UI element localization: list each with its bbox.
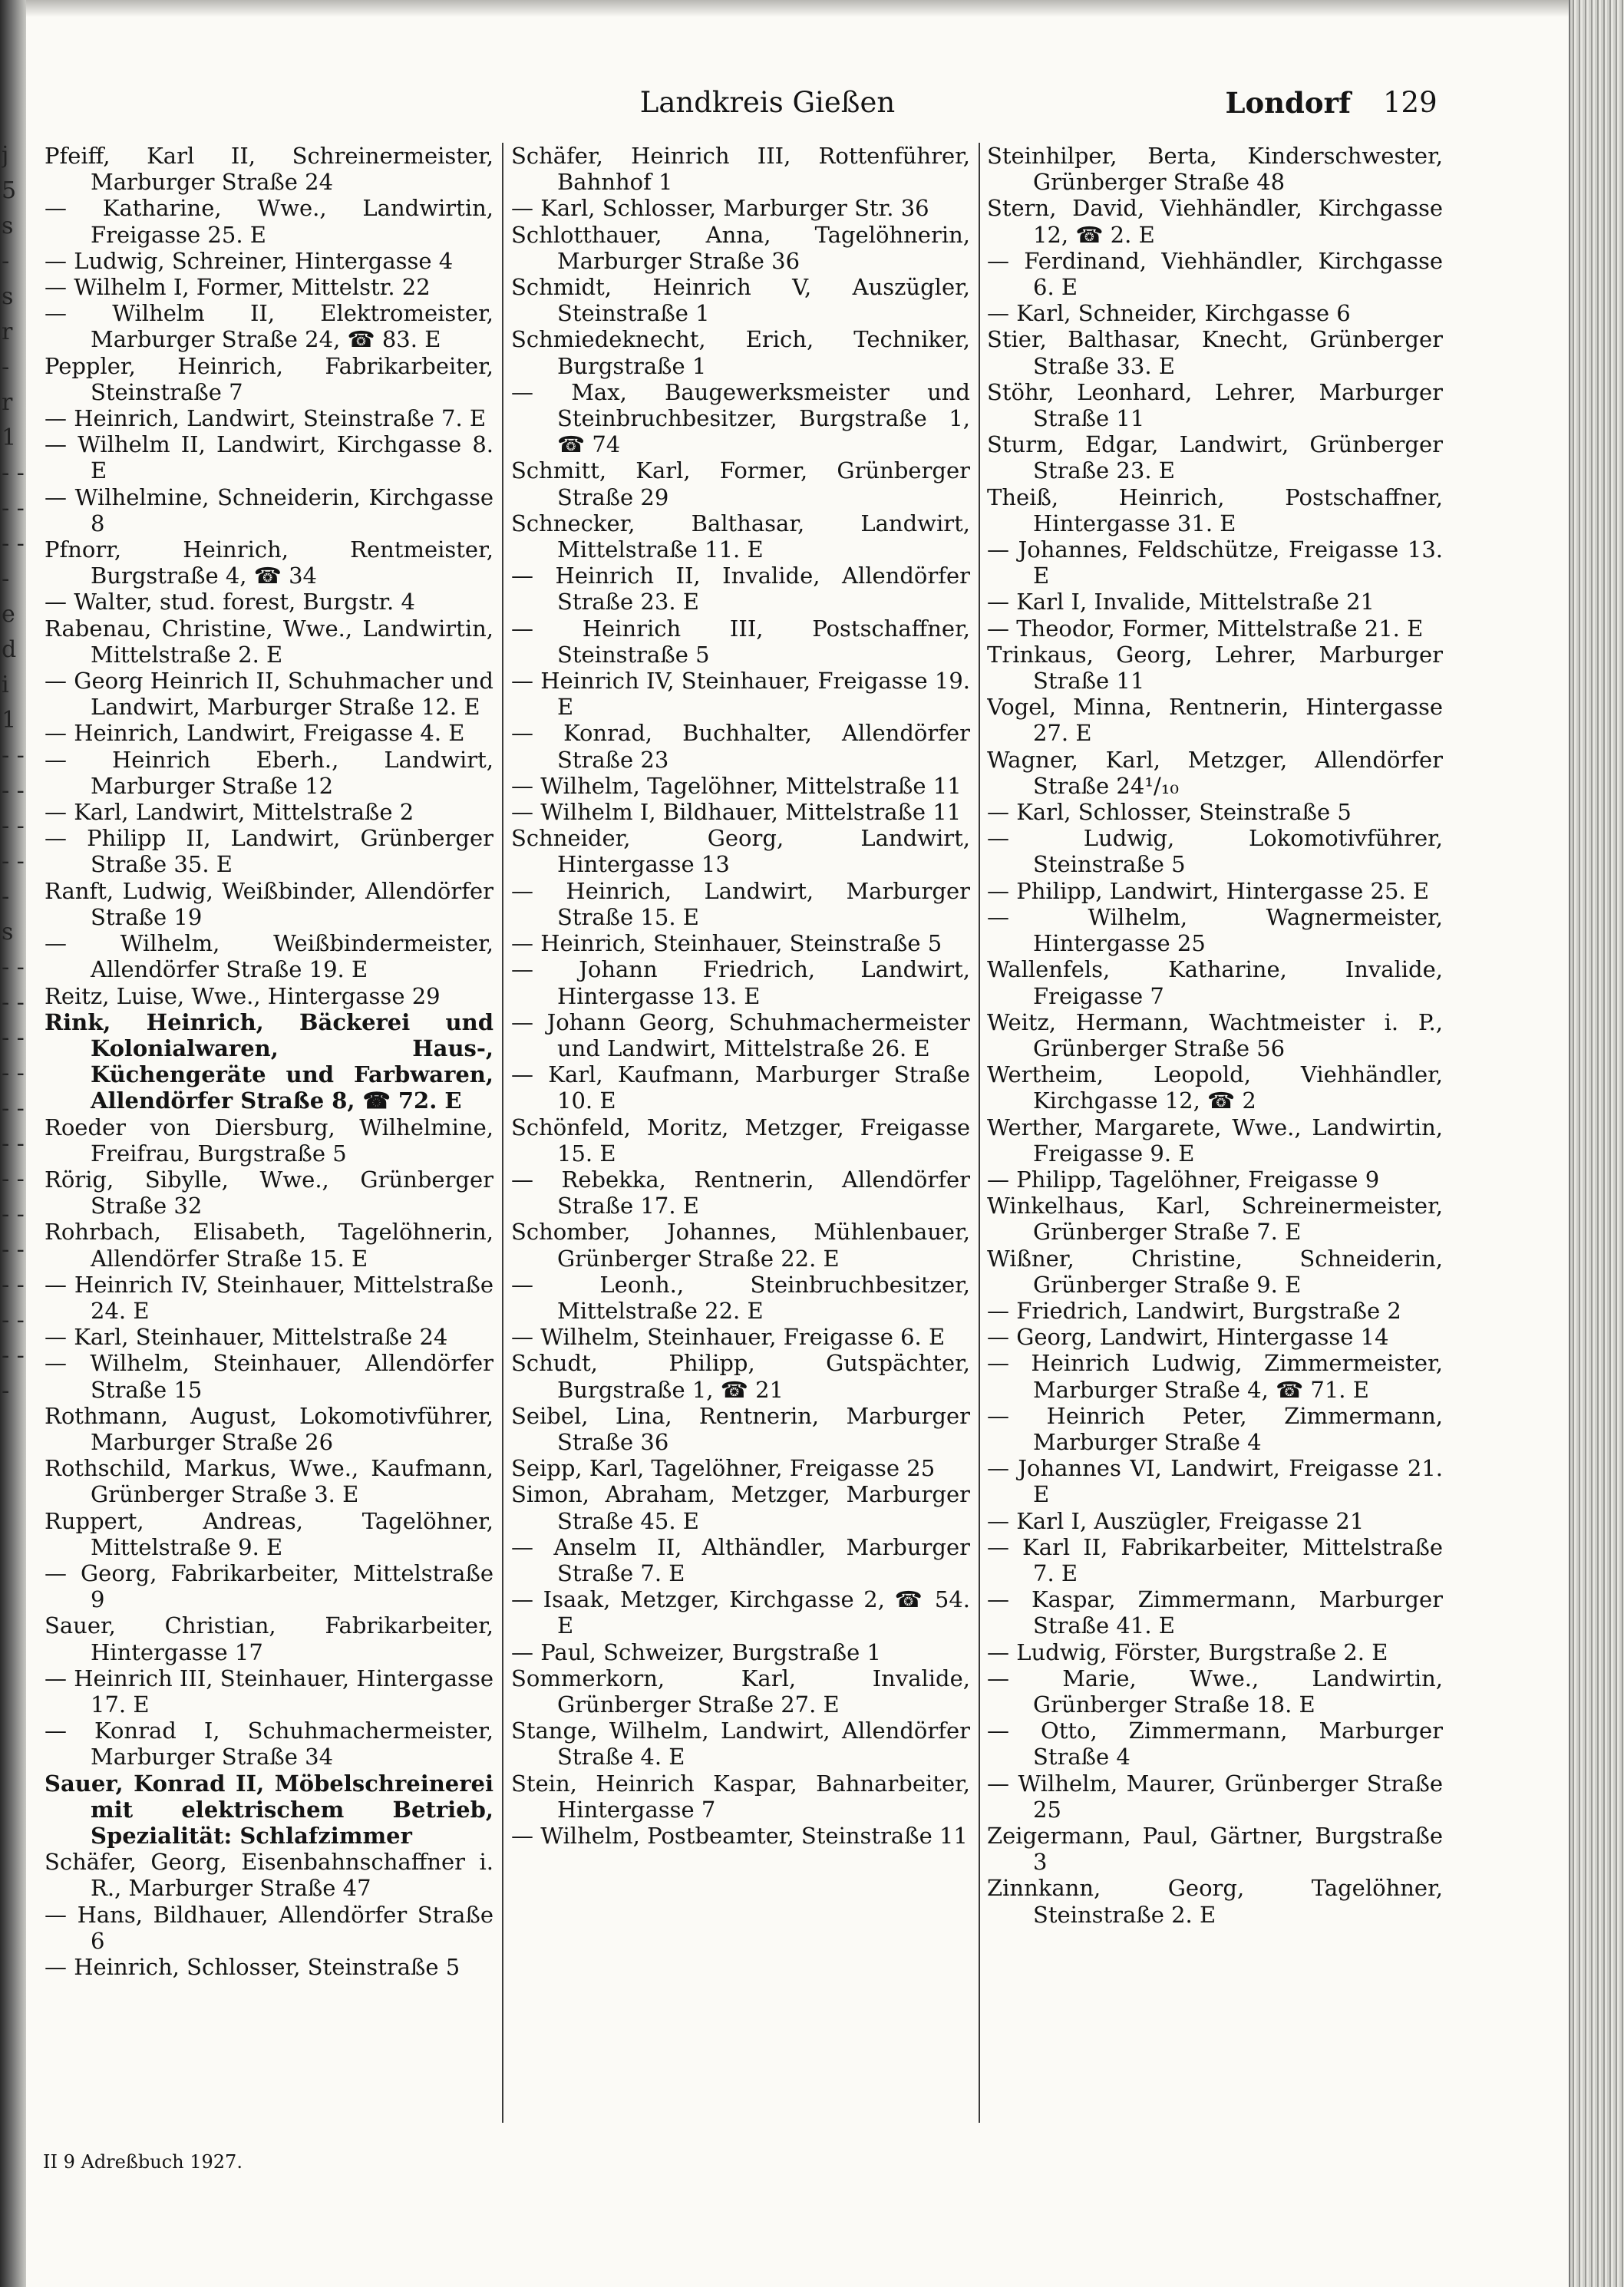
- directory-entry: — Heinrich, Steinhauer, Steinstraße 5: [511, 930, 942, 957]
- directory-entry: — Marie, Wwe., Landwirtin, Grünberger Straße 18. E: [987, 1665, 1443, 1718]
- directory-entry: — Wilhelm I, Former, Mittelstr. 22: [45, 274, 431, 301]
- directory-entry: — Johannes, Feldschütze, Freigasse 13. E: [987, 536, 1443, 589]
- directory-column-3: [987, 143, 1443, 2138]
- directory-entry: — Theodor, Former, Mittelstraße 21. E: [987, 615, 1424, 642]
- directory-entry: — Ferdinand, Viehhändler, Kirchgasse 6. E: [987, 247, 1443, 301]
- directory-entry: Schäfer, Georg, Eisenbahnschaffner i. R., Marburger Straße 47: [45, 1849, 493, 1902]
- directory-entry: Rothschild, Markus, Wwe., Kaufmann, Grünberger Straße 3. E: [45, 1455, 493, 1508]
- directory-entry: Sturm, Edgar, Landwirt, Grünberger Straße 23. E: [987, 431, 1443, 484]
- directory-entry: Roeder von Diersburg, Wilhelmine, Freifrau, Burgstraße 5: [45, 1114, 493, 1167]
- directory-entry: — Heinrich, Landwirt, Steinstraße 7. E: [45, 405, 487, 432]
- directory-entry: Wallenfels, Katharine, Invalide, Freigasse 7: [987, 956, 1443, 1009]
- directory-entry: — Wilhelm II, Landwirt, Kirchgasse 8. E: [45, 431, 493, 484]
- directory-entry: — Otto, Zimmermann, Marburger Straße 4: [987, 1718, 1443, 1771]
- directory-entry: — Heinrich Peter, Zimmermann, Marburger Straße 4: [987, 1402, 1443, 1455]
- directory-entry: Wißner, Christine, Schneiderin, Grünberger Straße 9. E: [987, 1245, 1443, 1298]
- directory-entry: Stöhr, Leonhard, Lehrer, Marburger Straße 11: [987, 378, 1443, 432]
- directory-entry: Seipp, Karl, Tagelöhner, Freigasse 25: [511, 1455, 936, 1482]
- directory-entry: — Wilhelm I, Bildhauer, Mittelstraße 11: [511, 799, 962, 826]
- directory-entry: Ruppert, Andreas, Tagelöhner, Mittelstraße 9. E: [45, 1507, 493, 1560]
- directory-entry: — Karl I, Auszügler, Freigasse 21: [987, 1507, 1365, 1534]
- left-margin-fragments: j 5 s - s r - r 1 - - - - - - - e d i 1 - - - - - - - - - s - - - - - - - - - - - - - - - - - - - - - - - - -: [2, 142, 25, 1404]
- directory-entry: Schomber, Johannes, Mühlenbauer, Grünberger Straße 22. E: [511, 1219, 970, 1272]
- directory-entry: — Heinrich II, Invalide, Allendörfer Straße 23. E: [511, 563, 970, 615]
- directory-entry: Rohrbach, Elisabeth, Tagelöhnerin, Allendörfer Straße 15. E: [45, 1219, 493, 1272]
- directory-entry: Stange, Wilhelm, Landwirt, Allendörfer Straße 4. E: [511, 1718, 970, 1771]
- directory-entry: — Heinrich III, Steinhauer, Hintergasse 17. E: [45, 1665, 493, 1718]
- directory-entry: — Georg, Landwirt, Hintergasse 14: [987, 1324, 1389, 1351]
- directory-entry: — Philipp II, Landwirt, Grünberger Straße 35. E: [45, 825, 493, 878]
- directory-entry: — Karl I, Invalide, Mittelstraße 21: [987, 589, 1375, 615]
- page-top-shadow: [26, 0, 1570, 17]
- directory-entry: Schmitt, Karl, Former, Grünberger Straße 29: [511, 457, 970, 510]
- directory-entry: — Heinrich Ludwig, Zimmermeister, Marburger Straße 4, ☎ 71. E: [987, 1350, 1443, 1403]
- directory-entry: Seibel, Lina, Rentnerin, Marburger Straße 36: [511, 1402, 970, 1455]
- directory-entry: — Heinrich IV, Steinhauer, Freigasse 19. E: [511, 668, 970, 721]
- directory-entry: — Karl, Kaufmann, Marburger Straße 10. E: [511, 1061, 970, 1114]
- directory-entry: — Johann Georg, Schuhmachermeister und Landwirt, Mittelstraße 26. E: [511, 1008, 970, 1061]
- running-header: [0, 86, 1624, 132]
- directory-entry: Schneider, Georg, Landwirt, Hintergasse 13: [511, 825, 970, 878]
- directory-entry: — Wilhelm, Wagnermeister, Hintergasse 25: [987, 903, 1443, 957]
- directory-entry: — Wilhelm, Postbeamter, Steinstraße 11: [511, 1823, 968, 1849]
- directory-entry: Schlotthauer, Anna, Tagelöhnerin, Marburger Straße 36: [511, 221, 970, 274]
- directory-entry: — Walter, stud. forest, Burgstr. 4: [45, 589, 415, 615]
- directory-entry: — Karl, Schlosser, Marburger Str. 36: [511, 195, 929, 222]
- directory-entry: Sauer, Christian, Fabrikarbeiter, Hintergasse 17: [45, 1612, 493, 1665]
- directory-entry: Schmidt, Heinrich V, Auszügler, Steinstraße 1: [511, 274, 970, 327]
- directory-entry: Rörig, Sibylle, Wwe., Grünberger Straße 32: [45, 1166, 493, 1219]
- directory-column-2: [511, 143, 970, 2138]
- directory-entry: — Wilhelm II, Elektromeister, Marburger Straße 24, ☎ 83. E: [45, 300, 493, 353]
- directory-entry: — Wilhelm, Weißbindermeister, Allendörfer Straße 19. E: [45, 930, 493, 983]
- directory-entry: — Konrad I, Schuhmachermeister, Marburger Straße 34: [45, 1718, 493, 1771]
- directory-entry: Schönfeld, Moritz, Metzger, Freigasse 15. E: [511, 1114, 970, 1167]
- directory-entry: Simon, Abraham, Metzger, Marburger Straße 45. E: [511, 1481, 970, 1534]
- directory-entry: — Isaak, Metzger, Kirchgasse 2, ☎ 54. E: [511, 1586, 970, 1639]
- directory-entry: — Konrad, Buchhalter, Allendörfer Straße 23: [511, 720, 970, 773]
- directory-entry: Schäfer, Heinrich III, Rottenführer, Bahnhof 1: [511, 143, 970, 196]
- directory-entry: — Ludwig, Lokomotivführer, Steinstraße 5: [987, 825, 1443, 878]
- directory-entry: Stern, David, Viehhändler, Kirchgasse 12, ☎ 2. E: [987, 195, 1443, 248]
- directory-entry: Rink, Heinrich, Bäckerei und Kolonialwaren, Haus-, Küchengeräte und Farbwaren, Allendörfer Straße 8, ☎ 72. E: [45, 1008, 493, 1114]
- directory-entry: — Heinrich III, Postschaffner, Steinstraße 5: [511, 615, 970, 668]
- directory-entry: — Kaspar, Zimmermann, Marburger Straße 41. E: [987, 1586, 1443, 1639]
- directory-entry: — Leonh., Steinbruchbesitzer, Mittelstraße 22. E: [511, 1271, 970, 1324]
- directory-entry: Wagner, Karl, Metzger, Allendörfer Straße 24¹/₁₀: [987, 746, 1443, 799]
- column-rule-1: [502, 143, 503, 2123]
- directory-entry: — Karl II, Fabrikarbeiter, Mittelstraße 7. E: [987, 1533, 1443, 1586]
- directory-entry: — Karl, Steinhauer, Mittelstraße 24: [45, 1324, 448, 1351]
- column-rule-2: [979, 143, 980, 2123]
- header-title: Landkreis Gießen: [639, 86, 896, 119]
- directory-entry: — Katharine, Wwe., Landwirtin, Freigasse 25. E: [45, 195, 493, 248]
- directory-entry: Zinnkann, Georg, Tagelöhner, Steinstraße 2. E: [987, 1875, 1443, 1928]
- directory-entry: — Johann Friedrich, Landwirt, Hintergasse 13. E: [511, 956, 970, 1009]
- directory-entry: — Karl, Schlosser, Steinstraße 5: [987, 799, 1352, 826]
- directory-entry: — Heinrich, Landwirt, Freigasse 4. E: [45, 720, 465, 747]
- directory-entry: — Wilhelm, Steinhauer, Allendörfer Straße 15: [45, 1350, 493, 1403]
- directory-entry: — Anselm II, Althändler, Marburger Straße 7. E: [511, 1533, 970, 1586]
- directory-entry: — Ludwig, Schreiner, Hintergasse 4: [45, 247, 454, 274]
- directory-entry: — Georg, Fabrikarbeiter, Mittelstraße 9: [45, 1559, 493, 1613]
- directory-entry: Vogel, Minna, Rentnerin, Hintergasse 27. E: [987, 694, 1443, 747]
- directory-entry: Zeigermann, Paul, Gärtner, Burgstraße 3: [987, 1823, 1443, 1876]
- directory-entry: — Hans, Bildhauer, Allendörfer Straße 6: [45, 1901, 493, 1954]
- directory-entry: — Wilhelm, Steinhauer, Freigasse 6. E: [511, 1324, 946, 1351]
- directory-entry: — Wilhelm, Maurer, Grünberger Straße 25: [987, 1770, 1443, 1823]
- directory-entry: — Georg Heinrich II, Schuhmacher und Landwirt, Marburger Straße 12. E: [45, 668, 493, 721]
- directory-entry: — Wilhelmine, Schneiderin, Kirchgasse 8: [45, 483, 493, 536]
- directory-entry: Wertheim, Leopold, Viehhändler, Kirchgasse 12, ☎ 2: [987, 1061, 1443, 1114]
- directory-entry: Sommerkorn, Karl, Invalide, Grünberger Straße 27. E: [511, 1665, 970, 1718]
- directory-entry: Reitz, Luise, Wwe., Hintergasse 29: [45, 982, 441, 1009]
- directory-entry: — Rebekka, Rentnerin, Allendörfer Straße 17. E: [511, 1166, 970, 1219]
- directory-entry: — Wilhelm, Tagelöhner, Mittelstraße 11: [511, 772, 962, 799]
- directory-entry: — Friedrich, Landwirt, Burgstraße 2: [987, 1297, 1401, 1324]
- directory-entry: Stein, Heinrich Kaspar, Bahnarbeiter, Hintergasse 7: [511, 1770, 970, 1823]
- directory-entry: — Karl, Schneider, Kirchgasse 6: [987, 300, 1351, 327]
- directory-column-1: [45, 143, 493, 2138]
- directory-entry: — Heinrich IV, Steinhauer, Mittelstraße 24. E: [45, 1271, 493, 1324]
- directory-entry: Weitz, Hermann, Wachtmeister i. P., Grünberger Straße 56: [987, 1008, 1443, 1061]
- directory-entry: Werther, Margarete, Wwe., Landwirtin, Freigasse 9. E: [987, 1114, 1443, 1167]
- directory-entry: Schudt, Philipp, Gutspächter, Burgstraße 1, ☎ 21: [511, 1350, 970, 1403]
- directory-entry: — Max, Baugewerksmeister und Steinbruchbesitzer, Burgstraße 1, ☎ 74: [511, 378, 970, 458]
- directory-entry: — Heinrich, Landwirt, Marburger Straße 15. E: [511, 877, 970, 930]
- directory-entry: Pfnorr, Heinrich, Rentmeister, Burgstraße 4, ☎ 34: [45, 536, 493, 589]
- directory-entry: — Philipp, Landwirt, Hintergasse 25. E: [987, 877, 1430, 904]
- directory-entry: — Ludwig, Förster, Burgstraße 2. E: [987, 1639, 1388, 1665]
- directory-entry: Schmiedeknecht, Erich, Techniker, Burgstraße 1: [511, 326, 970, 379]
- directory-entry: Winkelhaus, Karl, Schreinermeister, Grünberger Straße 7. E: [987, 1193, 1443, 1246]
- directory-entry: Rabenau, Christine, Wwe., Landwirtin, Mittelstraße 2. E: [45, 615, 493, 668]
- directory-entry: Peppler, Heinrich, Fabrikarbeiter, Steinstraße 7: [45, 352, 493, 405]
- directory-entry: — Heinrich, Schlosser, Steinstraße 5: [45, 1954, 460, 1981]
- directory-entry: Steinhilper, Berta, Kinderschwester, Grünberger Straße 48: [987, 143, 1443, 196]
- page-number: 129: [1383, 86, 1438, 119]
- directory-entry: Trinkaus, Georg, Lehrer, Marburger Straße 11: [987, 641, 1443, 695]
- directory-entry: Pfeiff, Karl II, Schreinermeister, Marburger Straße 24: [45, 143, 493, 196]
- directory-entry: Sauer, Konrad II, Möbelschreinerei mit elektrischem Betrieb, Spezialität: Schlafzimmer: [45, 1770, 493, 1849]
- directory-entry: — Karl, Landwirt, Mittelstraße 2: [45, 799, 414, 826]
- footer-signature: II 9 Adreßbuch 1927.: [43, 2151, 243, 2173]
- directory-entry: — Paul, Schweizer, Burgstraße 1: [511, 1639, 882, 1665]
- directory-entry: — Johannes VI, Landwirt, Freigasse 21. E: [987, 1455, 1443, 1508]
- directory-entry: Rothmann, August, Lokomotivführer, Marburger Straße 26: [45, 1402, 493, 1455]
- directory-entry: — Heinrich Eberh., Landwirt, Marburger Straße 12: [45, 746, 493, 799]
- directory-entry: Ranft, Ludwig, Weißbinder, Allendörfer Straße 19: [45, 877, 493, 930]
- directory-entry: Stier, Balthasar, Knecht, Grünberger Straße 33. E: [987, 326, 1443, 379]
- directory-entry: Schnecker, Balthasar, Landwirt, Mittelstraße 11. E: [511, 510, 970, 563]
- header-place: Londorf: [1225, 86, 1351, 120]
- directory-entry: Theiß, Heinrich, Postschaffner, Hintergasse 31. E: [987, 483, 1443, 536]
- directory-entry: — Philipp, Tagelöhner, Freigasse 9: [987, 1166, 1380, 1193]
- page-edge-stack: [1569, 0, 1624, 2287]
